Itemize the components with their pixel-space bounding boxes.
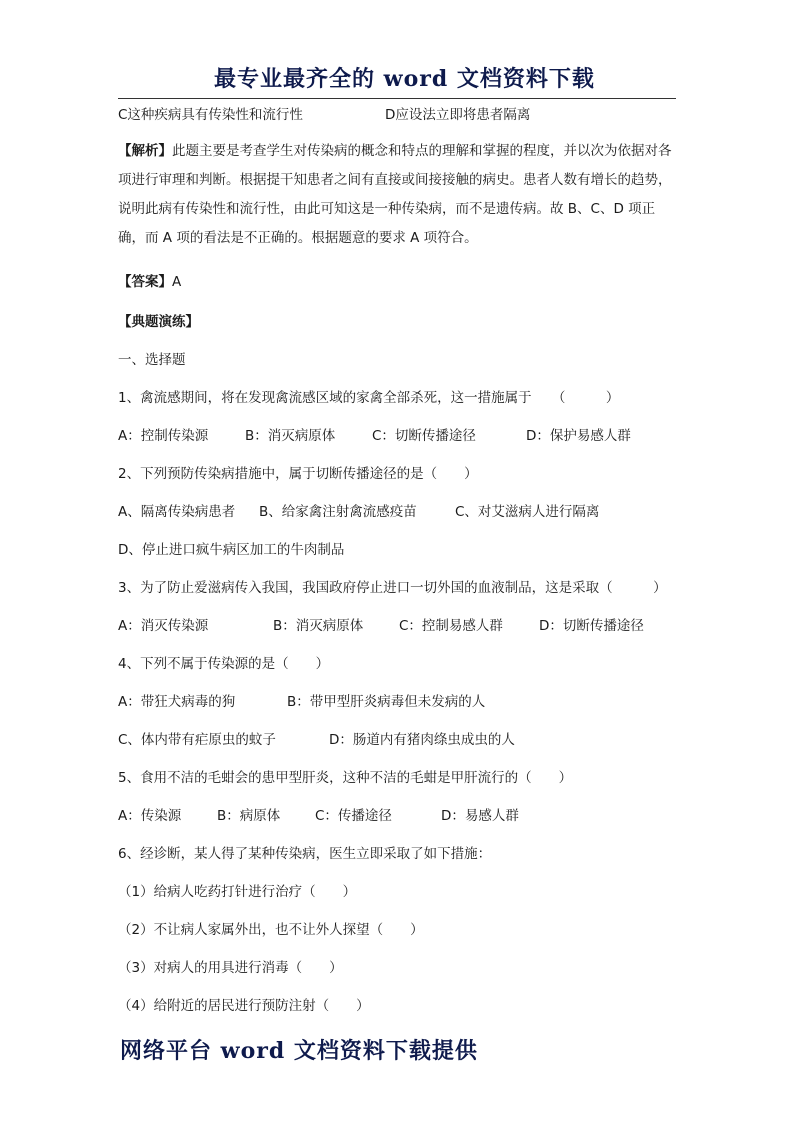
question-4-option-b: B：带甲型肝炎病毒但未发病的人 xyxy=(287,694,486,710)
question-5-option-b: B：病原体 xyxy=(217,808,281,824)
subsection-title: 一、选择题 xyxy=(118,352,186,368)
question-1-option-a: A：控制传染源 xyxy=(118,428,209,444)
question-3-option-d: D：切断传播途径 xyxy=(539,618,644,634)
question-2-option-d: D、停止进口疯牛病区加工的牛肉制品 xyxy=(118,542,345,558)
question-3-option-a: A：消灭传染源 xyxy=(118,618,209,634)
question-6-subitem-4: （4）给附近的居民进行预防注射（ ） xyxy=(118,998,370,1014)
header-banner-title: 最专业最齐全的 word 文档资料下载 xyxy=(214,66,595,92)
question-6-subitem-3: （3）对病人的用具进行消毒（ ） xyxy=(118,960,343,976)
question-1-option-c: C：切断传播途径 xyxy=(372,428,476,444)
question-4-option-c: C、体内带有疟原虫的蚊子 xyxy=(118,732,276,748)
previous-option-c: C这种疾病具有传染性和流行性 xyxy=(118,107,303,123)
question-5-option-c: C：传播途径 xyxy=(315,808,392,824)
section-title: 【典题演练】 xyxy=(118,314,199,330)
analysis-paragraph xyxy=(118,137,678,253)
answer-value: A xyxy=(172,274,182,290)
header-divider xyxy=(118,98,676,99)
question-2-option-c: C、对艾滋病人进行隔离 xyxy=(455,504,600,520)
question-3-option-b: B：消灭病原体 xyxy=(273,618,364,634)
question-4-option-a: A：带狂犬病毒的狗 xyxy=(118,694,236,710)
question-3-stem: 3、为了防止爱滋病传入我国，我国政府停止进口一切外国的血液制品，这是采取（ ） xyxy=(118,580,667,596)
question-1-option-b: B：消灭病原体 xyxy=(245,428,336,444)
question-6-stem: 6、经诊断，某人得了某种传染病，医生立即采取了如下措施： xyxy=(118,846,492,862)
question-4-option-d: D：肠道内有猪肉绦虫成虫的人 xyxy=(329,732,515,748)
question-5-option-a: A：传染源 xyxy=(118,808,182,824)
answer-line xyxy=(118,273,181,291)
question-6-subitem-1: （1）给病人吃药打针进行治疗（ ） xyxy=(118,884,357,900)
question-5-option-d: D：易感人群 xyxy=(441,808,519,824)
question-6-subitem-2: （2）不让病人家属外出，也不让外人探望（ ） xyxy=(118,922,424,938)
previous-option-d: D应设法立即将患者隔离 xyxy=(385,107,531,123)
analysis-text: 此题主要是考查学生对传染病的概念和特点的理解和掌握的程度，并以次为依据对各项进行审理和判断。根据提干知患者之间有直接或间接接触的病史。患者人数有增长的趋势，说明此病有传染性和流行性，由此可知这是一种传染病，而不是遗传病。故 B、C、D 项正确，而 A 项的看法是不正确的。根据题意的要求 A 项符合。 xyxy=(118,143,672,246)
question-5-stem: 5、食用不洁的毛蚶会的患甲型肝炎，这种不洁的毛蚶是甲肝流行的（ ） xyxy=(118,770,573,786)
question-2-option-a: A、隔离传染病患者 xyxy=(118,504,236,520)
question-1-option-d: D：保护易感人群 xyxy=(526,428,631,444)
answer-label: 【答案】 xyxy=(118,274,172,290)
question-2-stem: 2、下列预防传染病措施中，属于切断传播途径的是（ ） xyxy=(118,466,478,482)
analysis-label: 【解析】 xyxy=(118,143,172,159)
question-3-option-c: C：控制易感人群 xyxy=(399,618,503,634)
question-4-stem: 4、下列不属于传染源的是（ ） xyxy=(118,656,330,672)
footer-banner-text: 网络平台 word 文档资料下载提供 xyxy=(120,1038,478,1064)
question-1-stem: 1、禽流感期间，将在发现禽流感区域的家禽全部杀死，这一措施属于 （ ） xyxy=(118,390,620,406)
question-2-option-b: B、给家禽注射禽流感疫苗 xyxy=(259,504,417,520)
